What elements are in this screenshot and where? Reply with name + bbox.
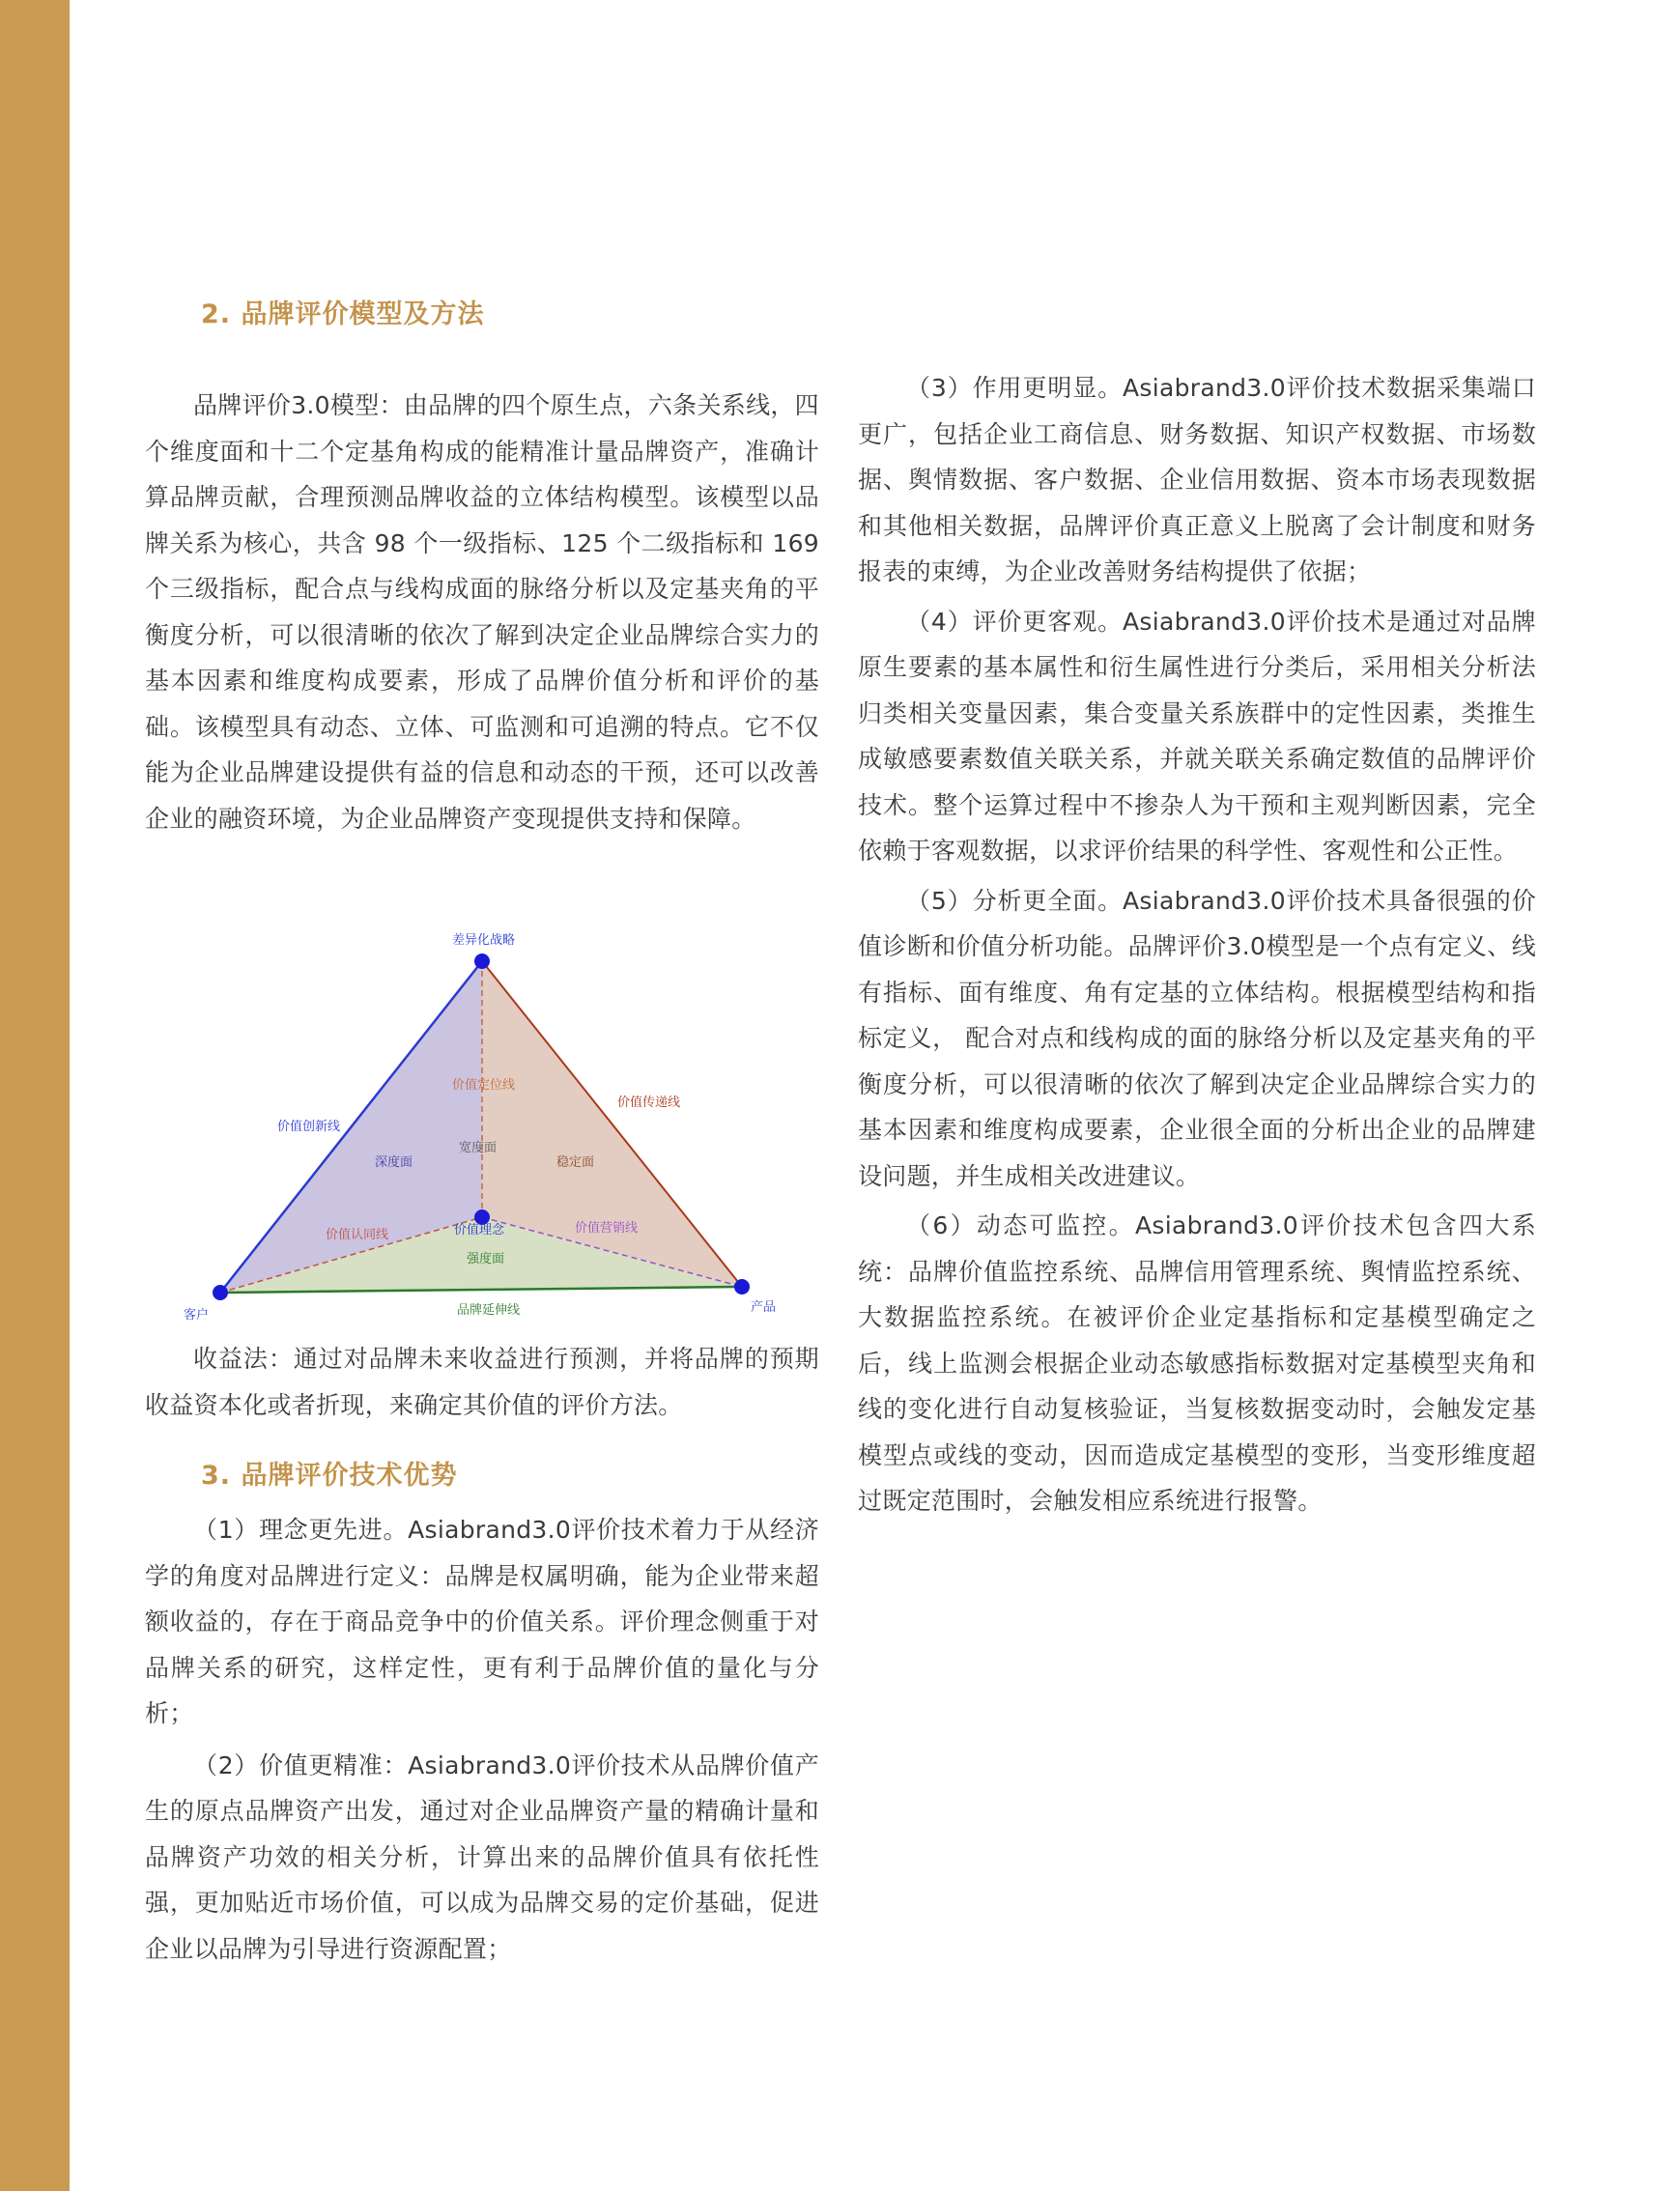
paragraph-advantage-4: （4）评价更客观。Asiabrand3.0评价技术是通过对品牌原生要素的基本属性和衍生属性进行分类后，采用相关分析法归类相关变量因素，集合变量关系族群中的定性因素，类推生成敏感要素数值关联关系，并就关联关系确定数值的品牌评价技术。整个运算过程中不掺杂人为干预和主观判断因素，完全依赖于客观数据，以求评价结果的科学性、客观性和公正性。 — [858, 607, 1536, 865]
paragraph-advantage-2: （2）价值更精准：Asiabrand3.0评价技术从品牌价值产生的原点品牌资产出发，通过对企业品牌资产量的精确计量和品牌资产功效的相关分析，计算出来的品牌价值具有依托性强，更加贴近市场价值，可以成为品牌交易的定价基础，促进企业以品牌为引导进行资源配置； — [145, 1750, 819, 1963]
label-left-point: 客户 — [184, 1308, 210, 1323]
label-right-point: 产品 — [751, 1300, 777, 1315]
section-heading-model: 2. 品牌评价模型及方法 — [201, 299, 485, 329]
left-column-advantages — [145, 1507, 819, 1972]
label-line-vertical: 价值定位线 — [452, 1078, 516, 1093]
label-line-right: 价值传递线 — [617, 1096, 681, 1110]
left-column-top — [145, 383, 819, 841]
paragraph-advantage-5: （5）分析更全面。Asiabrand3.0评价技术具备很强的价值诊断和价值分析功能。品牌评价3.0模型是一个点有定义、线有指标、面有维度、角有定基的立体结构。根据模型结构和指标定义， 配合对点和线构成的面的脉络分析以及定基夹角的平衡度分析，可以很清晰的依次了解到决定企业品牌综合实力的基本因素和维度构成要素，企业很全面的分析出企业的品牌建设问题，并生成相关改进建议。 — [858, 886, 1536, 1190]
paragraph-advantage-6: （6）动态可监控。Asiabrand3.0评价技术包含四大系统：品牌价值监控系统、品牌信用管理系统、舆情监控系统、大数据监控系统。在被评价企业定基指标和定基模型确定之后，线上监测会根据企业动态敏感指标数据对定基模型夹角和线的变化进行自动复核验证，当复核数据变动时，会触发定基模型点或线的变动，因而造成定基模型的变形，当变形维度超过既定范围时，会触发相应系统进行报警。 — [858, 1211, 1536, 1515]
label-face-back: 宽度面 — [459, 1141, 498, 1155]
paragraph-advantage-3: （3）作用更明显。Asiabrand3.0评价技术数据采集端口更广，包括企业工商信息、财务数据、知识产权数据、市场数据、舆情数据、客户数据、企业信用数据、资本市场表现数据和其他相关数据，品牌评价真正意义上脱离了会计制度和财务报表的束缚，为企业改善财务结构提供了依据； — [858, 374, 1536, 585]
label-top-point: 差异化战略 — [452, 933, 516, 948]
label-face-right: 稳定面 — [556, 1155, 595, 1170]
section-heading-advantages: 3. 品牌评价技术优势 — [201, 1461, 458, 1491]
label-line-left: 价值创新线 — [277, 1120, 341, 1134]
label-center-point: 价值理念 — [454, 1223, 505, 1238]
point-left — [213, 1285, 228, 1300]
paragraph-model: 品牌评价3.0模型：由品牌的四个原生点，六条关系线，四个维度面和十二个定基角构成的能精准计量品牌资产，准确计算品牌贡献，合理预测品牌收益的立体结构模型。该模型以品牌关系为核心，共含 98 个一级指标、125 个二级指标和 169 个三级指标，配合点与线构成面的脉络分析以及定基夹角的平衡度分析，可以很清晰的依次了解到决定企业品牌综合实力的基本因素和维度构成要素，形成了品牌价值分析和评价的基础。该模型具有动态、立体、可监测和可追溯的特点。它不仅能为企业品牌建设提供有益的信息和动态的干预，还可以改善企业的融资环境，为企业品牌资产变现提供支持和保障。 — [145, 391, 819, 833]
left-column-income — [145, 1336, 819, 1428]
paragraph-advantage-1: （1）理念更先进。Asiabrand3.0评价技术着力于从经济学的角度对品牌进行定义：品牌是权属明确，能为企业带来超额收益的，存在于商品竞争中的价值关系。评价理念侧重于对品牌关系的研究，这样定性，更有利于品牌价值的量化与分析； — [145, 1516, 819, 1727]
point-top — [474, 953, 490, 969]
label-line-center-left: 价值认同线 — [326, 1228, 389, 1242]
point-right — [734, 1279, 750, 1295]
label-face-bottom: 强度面 — [467, 1252, 505, 1266]
paragraph-income-method: 收益法：通过对品牌未来收益进行预测，并将品牌的预期收益资本化或者折现，来确定其价值的评价方法。 — [145, 1345, 819, 1419]
label-line-center-right: 价值营销线 — [575, 1221, 639, 1236]
label-face-left: 深度面 — [375, 1155, 413, 1170]
decorative-side-band — [0, 0, 70, 2191]
right-column — [858, 365, 1536, 1524]
pyramid-diagram-svg — [145, 923, 819, 1328]
label-line-bottom: 品牌延伸线 — [457, 1303, 521, 1318]
brand-model-diagram — [145, 923, 819, 1328]
